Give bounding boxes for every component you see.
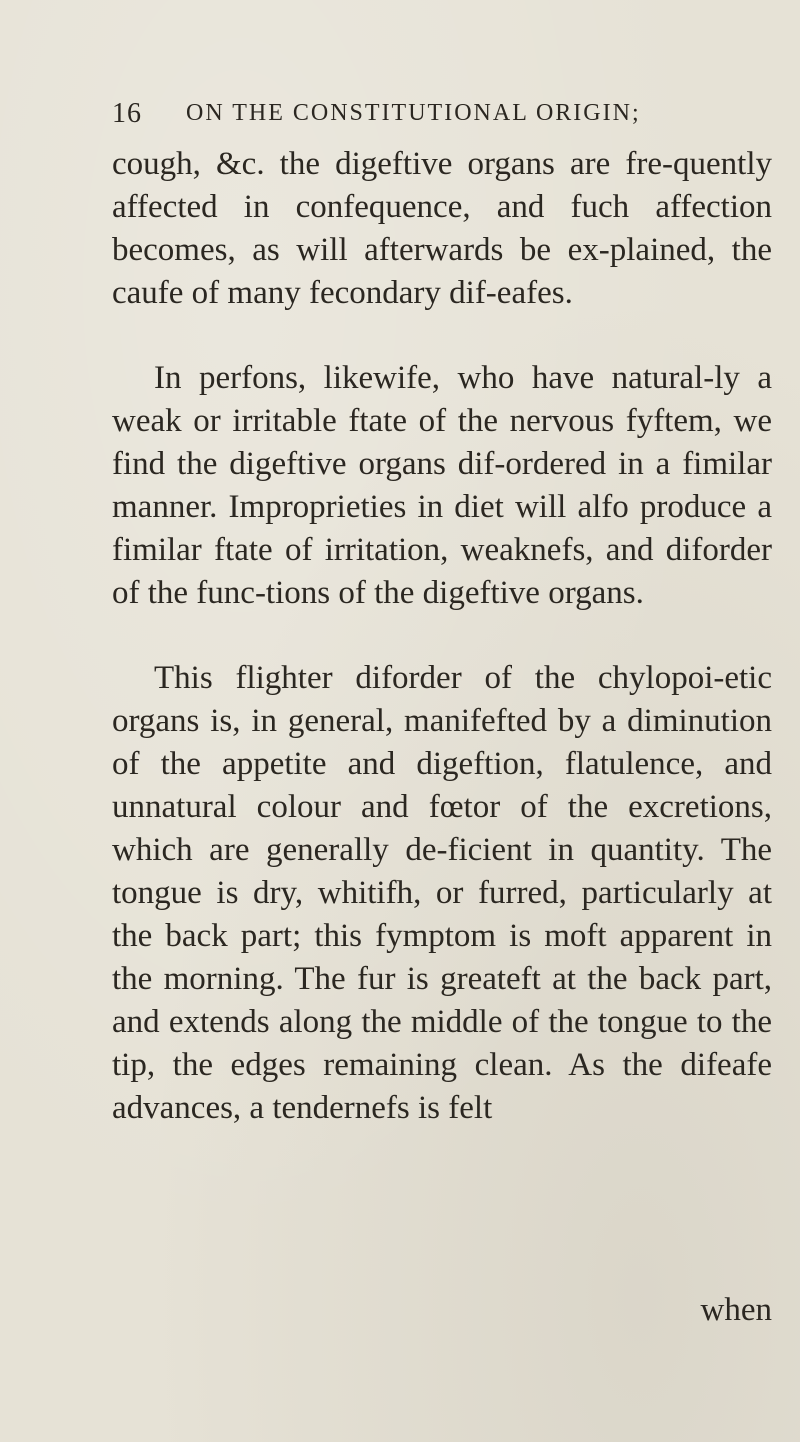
catchword: when [700, 1292, 772, 1328]
body-text [112, 143, 772, 1130]
paragraph-1: cough, &c. the digeftive organs are fre-quently affected in confequence, and fuch affection becomes, as will afterwards be ex-plained, the caufe of many fecondary dif-eafes. [112, 146, 772, 311]
running-head: ON THE CONSTITUTIONAL ORIGIN; [186, 100, 641, 126]
paragraph-2: In perfons, likewife, who have natural-ly a weak or irritable ftate of the nervous fyftem, we find the digeftive organs dif-ordered in a fimilar manner. Improprieties in diet will alfo produce a fimilar ftate of irritation, weaknefs, and diforder of the func-tions of the digeftive organs. [112, 360, 772, 611]
page-header [112, 98, 772, 138]
paragraph-3: This flighter diforder of the chylopoi-etic organs is, in general, manifefted by a diminution of the appetite and digeftion, flatulence, and unnatural colour and fœtor of the excretions, which are generally de-ficient in quantity. The tongue is dry, whitifh, or furred, particularly at the back part; this fymptom is moft apparent in the morning. The fur is greateft at the back part, and extends along the middle of the tongue to the tip, the edges remaining clean. As the difeafe advances, a tendernefs is felt [112, 660, 772, 1126]
page-number: 16 [112, 98, 142, 129]
